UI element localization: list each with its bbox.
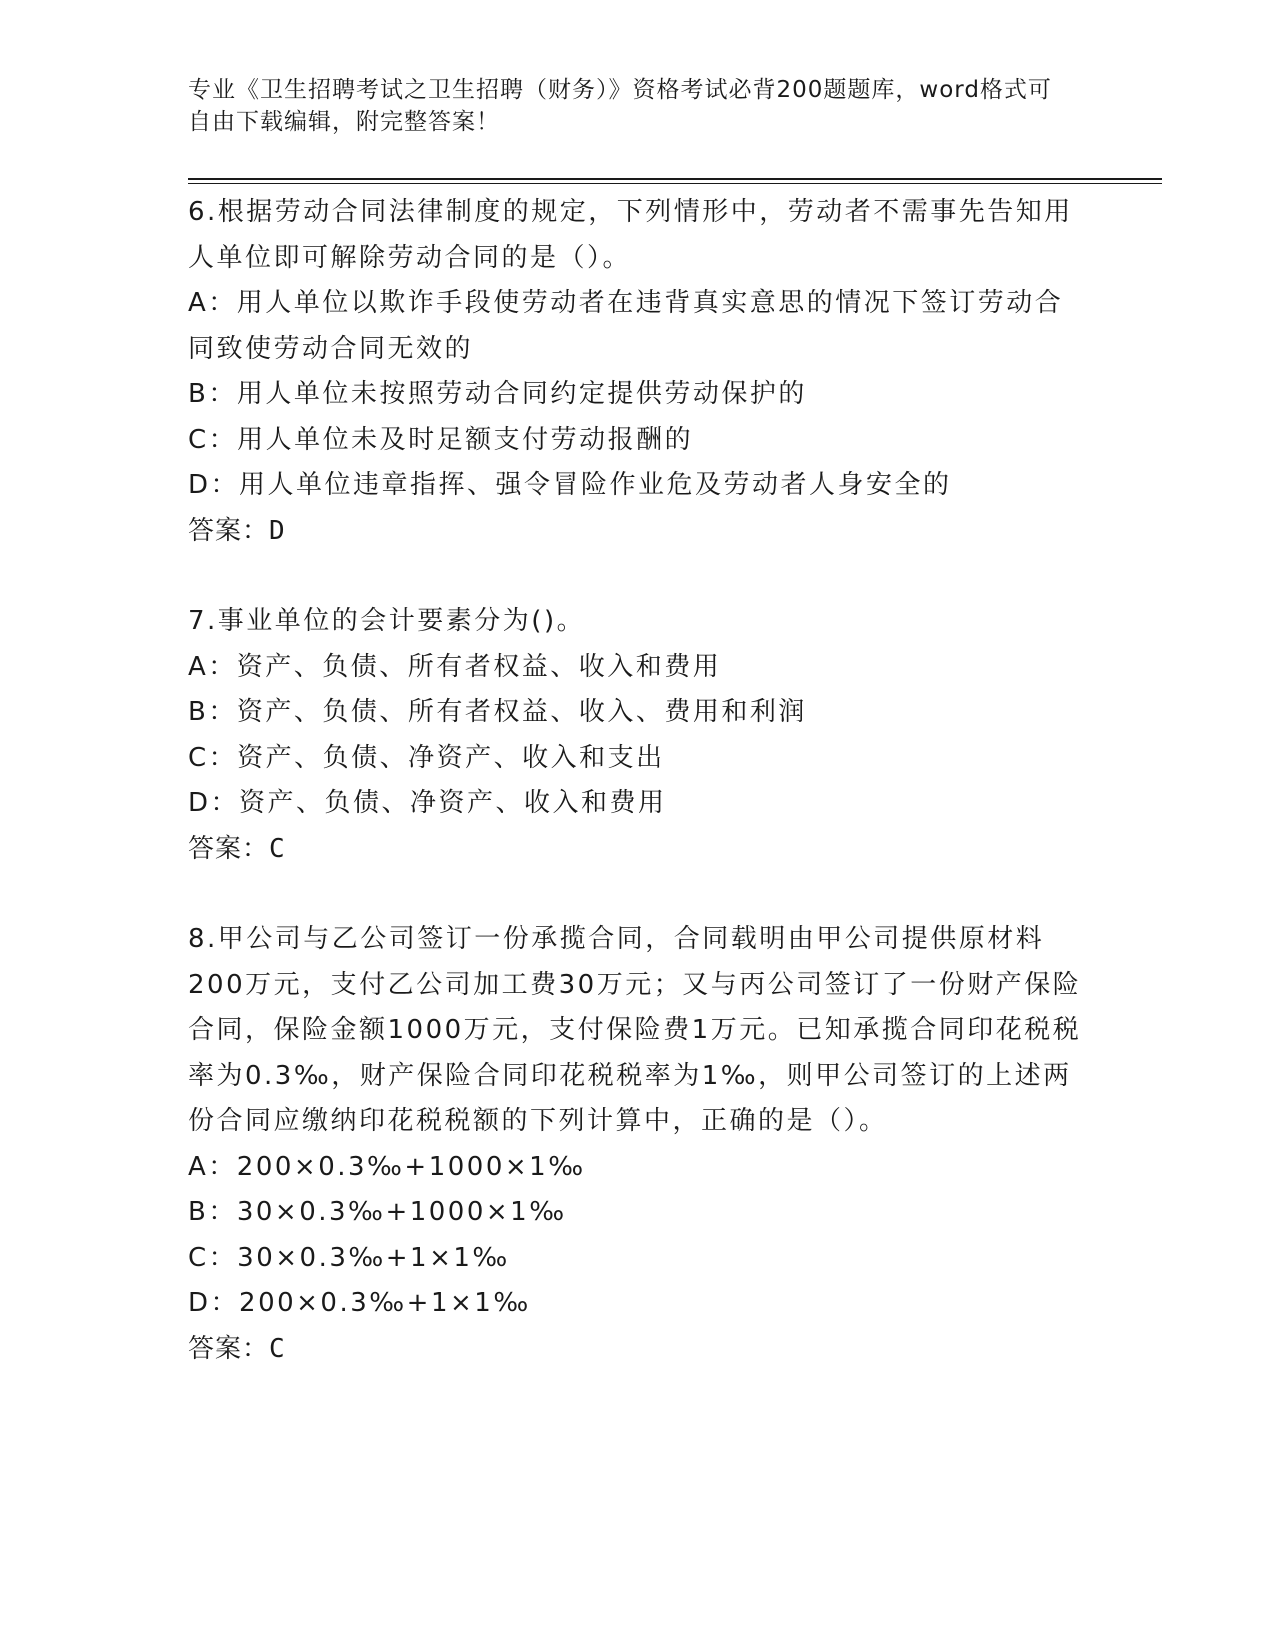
option-d: D：200×0.3‰+1×1‰ (188, 1288, 531, 1318)
answer-line: 答案：C (188, 833, 286, 864)
question-stem: 8.甲公司与乙公司签订一份承揽合同，合同载明由甲公司提供原材料200万元，支付乙公司加工费30万元；又与丙公司签订了一份财产保险合同，保险金额1000万元，支付保险费1万元。已知承揽合同印花税税率为0.3‰，财产保险合同印花税税率为1‰，则甲公司签订的上述两份合同应缴纳印花税税额的下列计算中，正确的是（）。 (188, 924, 1082, 1136)
option-a: A：资产、负债、所有者权益、收入和费用 (188, 651, 722, 682)
option-b: B：30×0.3‰+1000×1‰ (188, 1197, 567, 1227)
question-stem: 7.事业单位的会计要素分为()。 (188, 606, 586, 636)
option-b: B：资产、负债、所有者权益、收入、费用和利润 (188, 697, 807, 727)
document-header: 专业《卫生招聘考试之卫生招聘（财务）》资格考试必背200题题库，word格式可自由下载编辑，附完整答案！ (188, 77, 1052, 135)
option-c: C：资产、负债、净资产、收入和支出 (188, 742, 665, 773)
answer-line: 答案：D (188, 515, 286, 546)
question-8 (188, 917, 1088, 1372)
answer-line: 答案：C (188, 1333, 286, 1364)
option-d: D：用人单位违章指挥、强令冒险作业危及劳动者人身安全的 (188, 470, 952, 500)
option-b: B：用人单位未按照劳动合同约定提供劳动保护的 (188, 379, 807, 409)
header-divider-thin (188, 183, 1162, 184)
option-a: A：用人单位以欺诈手段使劳动者在违背真实意思的情况下签订劳动合同致使劳动合同无效的 (188, 288, 1064, 364)
header-divider-thick (188, 178, 1162, 180)
option-a: A：200×0.3‰+1000×1‰ (188, 1151, 586, 1182)
question-7 (188, 599, 1088, 872)
option-d: D：资产、负债、净资产、收入和费用 (188, 788, 667, 818)
option-c: C：30×0.3‰+1×1‰ (188, 1242, 510, 1273)
question-6 (188, 190, 1088, 554)
question-list (188, 190, 1088, 1372)
option-c: C：用人单位未及时足额支付劳动报酬的 (188, 424, 694, 455)
question-stem: 6.根据劳动合同法律制度的规定，下列情形中，劳动者不需事先告知用人单位即可解除劳动合同的是（）。 (188, 197, 1073, 273)
